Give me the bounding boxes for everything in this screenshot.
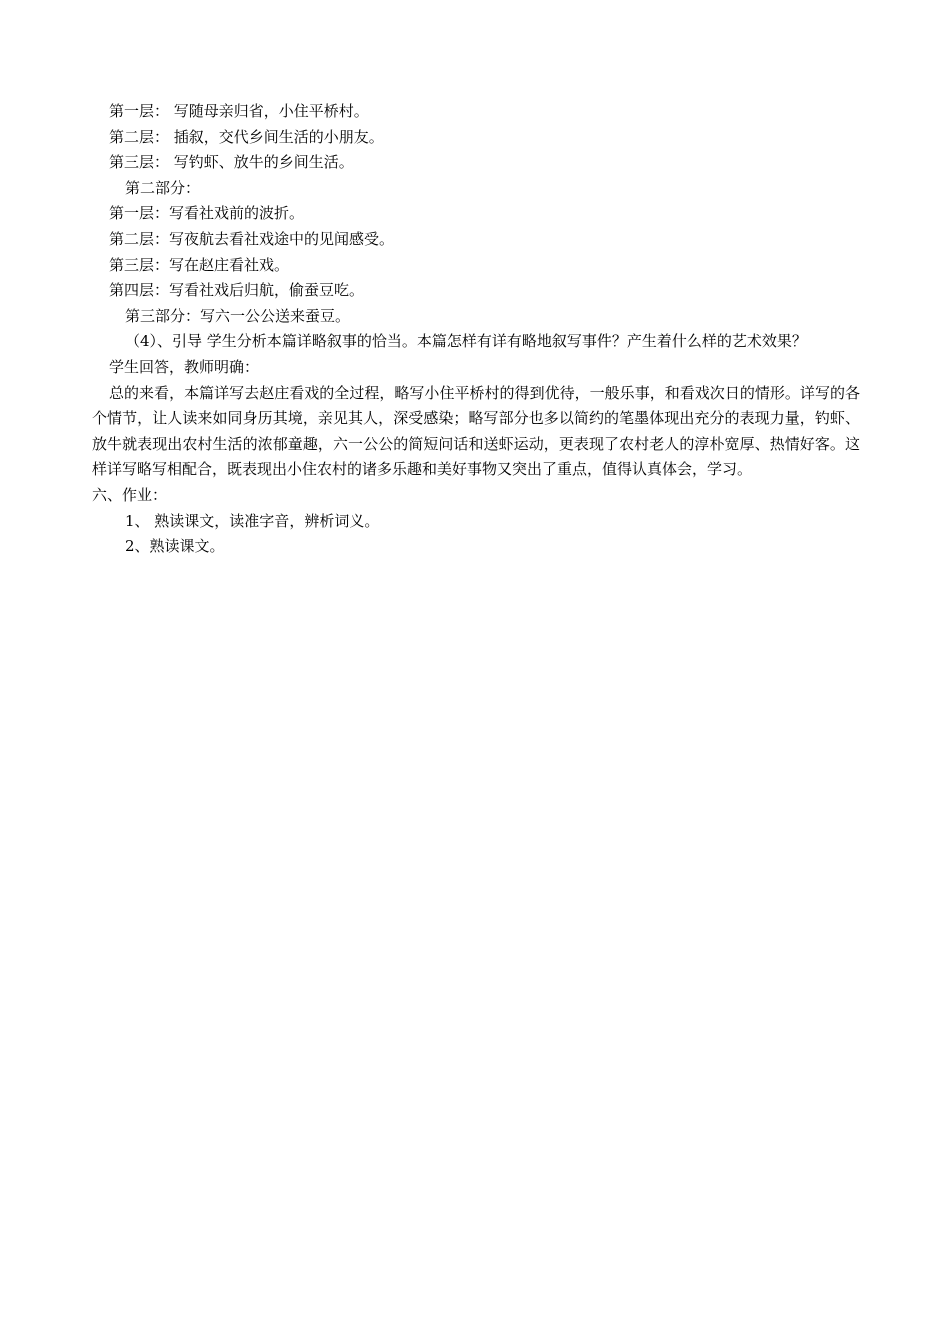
- part2-layer4: 第四层：写看社戏后归航，偷蚕豆吃。: [109, 281, 365, 300]
- answer-intro: 学生回答，教师明确：: [109, 357, 260, 376]
- part1-layer3: 第三层： 写钓虾、放牛的乡间生活。: [109, 153, 354, 172]
- part1-layer2: 第二层： 插叙，交代乡间生活的小朋友。: [109, 127, 384, 146]
- part2-heading: 第二部分：: [125, 178, 201, 197]
- homework-item-1: 1、 熟读课文，读准字音，辨析词义。: [125, 511, 380, 530]
- part2-layer1: 第一层：写看社戏前的波折。: [109, 204, 305, 223]
- homework-heading: 六、作业：: [92, 485, 168, 504]
- lesson-content: [92, 99, 860, 560]
- question-paragraph: （4）、引导 学生分析本篇详略叙事的恰当。本篇怎样有详有略地叙写事件？产生着什么样的艺术效果？: [125, 332, 807, 351]
- answer-paragraph: 总的来看，本篇详写去赵庄看戏的全过程，略写小住平桥村的得到优待，一般乐事，和看戏次日的情形。详写的各个情节，让人读来如同身历其境，亲见其人，深受感染；略写部分也多以简约的笔墨体现出充分的表现力量，钓虾、放牛就表现出农村生活的浓郁童趣，六一公公的简短问话和送虾运动，更表现了农村老人的淳朴宽厚、热情好客。这样详写略写相配合，既表现出小住农村的诸多乐趣和美好事物又突出了重点，值得认真体会，学习。: [92, 383, 860, 479]
- part3-heading: 第三部分：写六一公公送来蚕豆。: [125, 306, 351, 325]
- part2-layer2: 第二层：写夜航去看社戏途中的见闻感受。: [109, 229, 395, 248]
- part1-layer1: 第一层： 写随母亲归省，小住平桥村。: [109, 102, 369, 120]
- homework-item-2: 2、熟读课文。: [125, 537, 225, 556]
- part2-layer3: 第三层：写在赵庄看社戏。: [109, 255, 290, 274]
